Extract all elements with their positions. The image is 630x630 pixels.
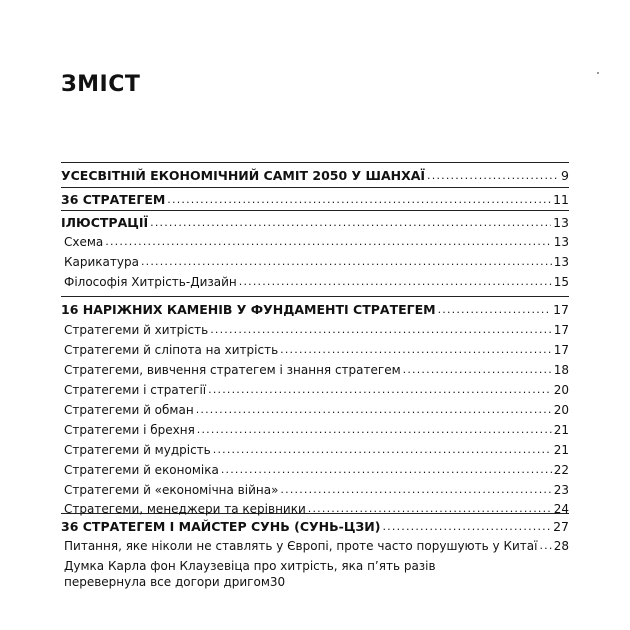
toc-entry-title: 16 НАРІЖНИХ КАМЕНІВ У ФУНДАМЕНТІ СТРАТЕГЕМ bbox=[61, 302, 436, 317]
toc-entry[interactable] bbox=[61, 192, 569, 208]
toc-entry-page: 17 bbox=[553, 323, 569, 337]
toc-entry-page: 21 bbox=[553, 423, 569, 437]
toc-entry-page: 23 bbox=[553, 483, 569, 497]
toc-subentry[interactable] bbox=[61, 501, 569, 517]
toc-entry[interactable] bbox=[61, 302, 569, 318]
dot-leader bbox=[141, 254, 552, 270]
toc-entry-title: Стратегеми й мудрість bbox=[64, 443, 211, 457]
toc-entry-page: 21 bbox=[553, 443, 569, 457]
dot-leader bbox=[403, 362, 552, 378]
toc-entry-title: Стратегеми і брехня bbox=[64, 423, 195, 437]
toc-subentry[interactable] bbox=[61, 234, 569, 250]
toc-subentry[interactable] bbox=[61, 402, 569, 418]
toc-entry[interactable] bbox=[61, 168, 569, 184]
dot-leader bbox=[196, 402, 552, 418]
dot-leader bbox=[280, 342, 552, 358]
toc-entry-title-line2: перевернула все догори дригом bbox=[64, 575, 270, 589]
toc-subentry[interactable] bbox=[61, 462, 569, 478]
toc-entry-title: Філософія Хитрість-Дизайн bbox=[64, 275, 237, 289]
dot-leader bbox=[105, 234, 551, 250]
dot-leader bbox=[150, 215, 551, 231]
toc-entry-title: УСЕСВІТНІЙ ЕКОНОМІЧНИЙ САМІТ 2050 У ШАНХАЇ bbox=[61, 168, 426, 183]
toc-subentry[interactable] bbox=[61, 422, 569, 438]
dot-leader bbox=[221, 462, 552, 478]
dot-leader bbox=[427, 168, 559, 184]
section-divider bbox=[61, 162, 569, 163]
toc-subentry[interactable] bbox=[61, 538, 569, 554]
toc-subentry[interactable] bbox=[61, 322, 569, 338]
dot-leader bbox=[239, 274, 552, 290]
section-divider bbox=[61, 187, 569, 188]
toc-entry-page: 11 bbox=[553, 192, 569, 207]
toc-entry-page: 30 bbox=[269, 575, 286, 589]
toc-entry-page: 28 bbox=[553, 539, 569, 553]
toc-entry-page: 17 bbox=[553, 302, 569, 317]
toc-subentry[interactable] bbox=[61, 558, 569, 590]
toc-subentry[interactable] bbox=[61, 482, 569, 498]
toc-entry-page: 20 bbox=[553, 403, 569, 417]
toc-entry-title: 36 СТРАТЕГЕМ І МАЙСТЕР СУНЬ (СУНЬ-ЦЗИ) bbox=[61, 519, 381, 534]
dot-leader bbox=[539, 538, 551, 554]
toc-entry-page: 13 bbox=[553, 255, 569, 269]
toc-entry-page: 13 bbox=[553, 215, 569, 230]
toc-entry-page: 15 bbox=[553, 275, 569, 289]
toc-entry-page: 24 bbox=[553, 502, 569, 516]
toc-entry-title: ІЛЮСТРАЦІЇ bbox=[61, 215, 149, 230]
toc-entry-page: 17 bbox=[553, 343, 569, 357]
toc-entry-page: 27 bbox=[553, 519, 569, 534]
toc-entry-page: 20 bbox=[553, 383, 569, 397]
toc-entry-title-line1: Думка Карла фон Клаузевіца про хитрість, яка п’ять разів bbox=[64, 559, 436, 573]
toc-subentry[interactable] bbox=[61, 274, 569, 290]
page-title: ЗМІСТ bbox=[61, 72, 141, 97]
toc-entry-title: Стратегеми й «економічна війна» bbox=[64, 483, 279, 497]
toc-subentry[interactable] bbox=[61, 362, 569, 378]
dot-leader bbox=[167, 192, 551, 208]
toc-entry-title: Питання, яке ніколи не ставлять у Європі, проте часто порушують у Китаї bbox=[64, 539, 538, 553]
toc-entry[interactable] bbox=[61, 215, 569, 231]
dot-leader bbox=[208, 382, 552, 398]
dot-leader bbox=[210, 322, 552, 338]
toc-subentry[interactable] bbox=[61, 342, 569, 358]
dot-leader bbox=[197, 422, 552, 438]
print-mark bbox=[597, 72, 599, 74]
toc-entry[interactable] bbox=[61, 519, 569, 535]
toc-subentry[interactable] bbox=[61, 382, 569, 398]
toc-entry-page: 9 bbox=[561, 168, 569, 183]
toc-subentry[interactable] bbox=[61, 442, 569, 458]
toc-entry-page: 13 bbox=[553, 235, 569, 249]
toc-entry-title: 36 СТРАТЕГЕМ bbox=[61, 192, 166, 207]
dot-leader bbox=[280, 482, 551, 498]
dot-leader bbox=[438, 302, 552, 318]
toc-entry-title: Стратегеми і стратегії bbox=[64, 383, 207, 397]
toc-entry-title: Карикатура bbox=[64, 255, 139, 269]
toc-entry-page: 22 bbox=[553, 463, 569, 477]
dot-leader bbox=[308, 501, 552, 517]
toc-entry-title: Стратегеми й сліпота на хитрість bbox=[64, 343, 279, 357]
dot-leader bbox=[382, 519, 551, 535]
toc-entry-title: Схема bbox=[64, 235, 104, 249]
toc-entry-title: Стратегеми й хитрість bbox=[64, 323, 209, 337]
toc-entry-page: 18 bbox=[553, 363, 569, 377]
toc-entry-title: Стратегеми, вивчення стратегем і знання стратегем bbox=[64, 363, 401, 377]
toc-entry-title: Стратегеми й обман bbox=[64, 403, 194, 417]
toc-subentry[interactable] bbox=[61, 254, 569, 270]
section-divider bbox=[61, 210, 569, 211]
section-divider bbox=[61, 296, 569, 297]
dot-leader bbox=[213, 442, 552, 458]
toc-entry-title: Стратегеми, менеджери та керівники bbox=[64, 502, 306, 516]
toc-entry-title: Стратегеми й економіка bbox=[64, 463, 219, 477]
